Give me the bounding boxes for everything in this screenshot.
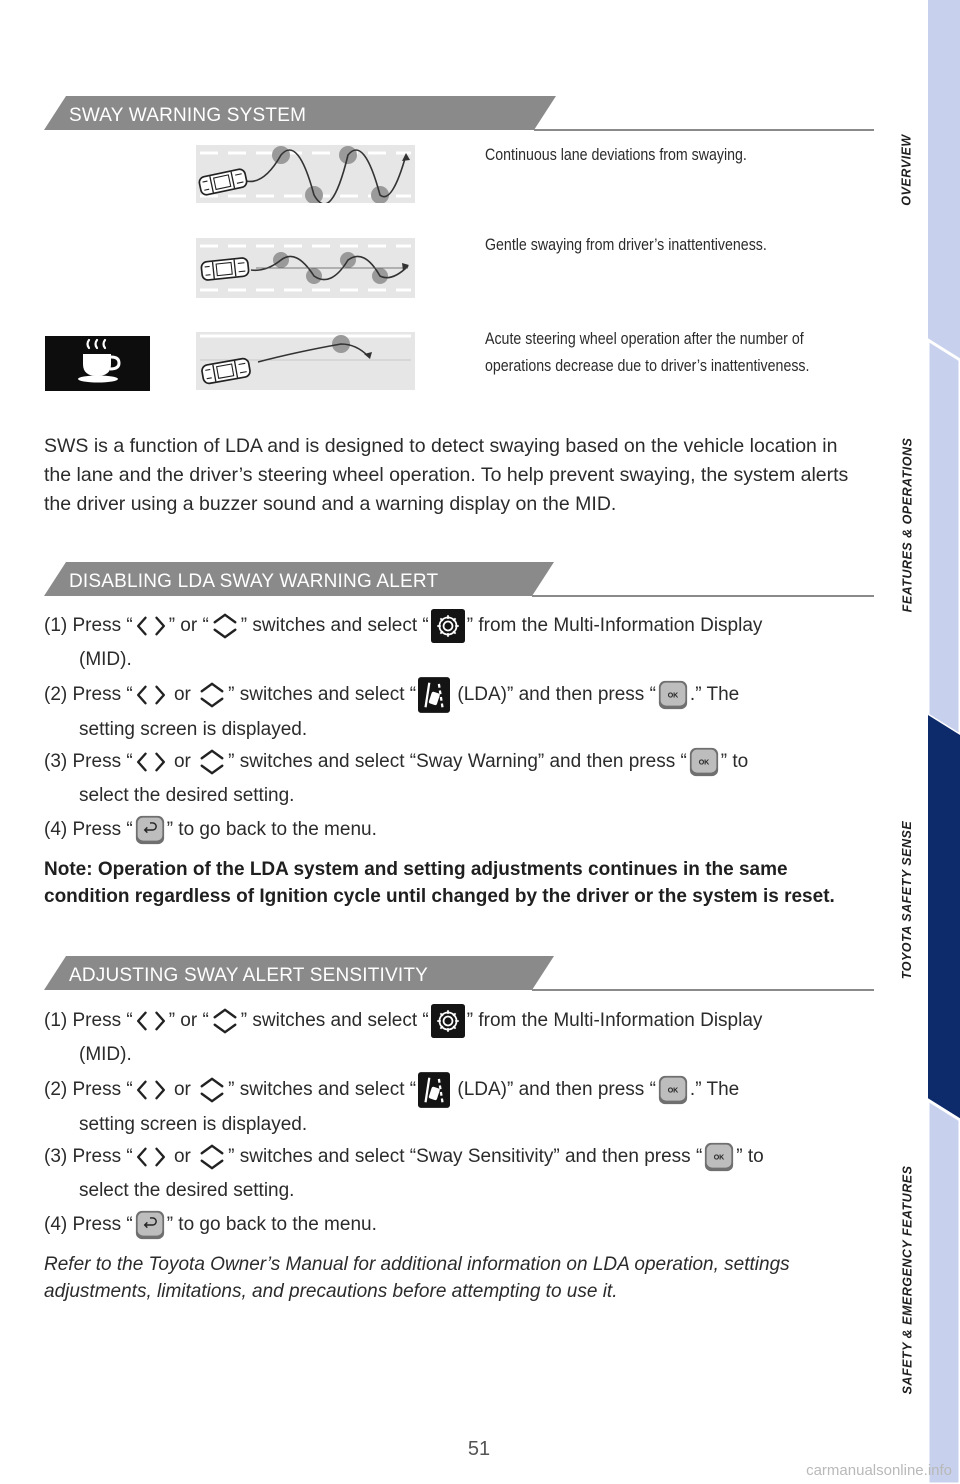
step-4: (4) Press “ ” to go back to the menu. <box>44 813 884 847</box>
section-title: DISABLING LDA SWAY WARNING ALERT <box>69 571 439 592</box>
step-3: (3) Press “ or ” switches and select “Sway Sensitivity” and then press “ ” to select the desired setting. <box>44 1140 884 1208</box>
step-2: (2) Press “ or ” switches and select “ (LDA)” and then press “ .” The setting screen is displayed. <box>44 1072 884 1142</box>
step-3: (3) Press “ or ” switches and select “Sway Warning” and then press “ ” to select the desired setting. <box>44 745 884 813</box>
up-down-arrows-icon <box>198 748 226 776</box>
up-down-arrows-icon <box>211 1007 239 1035</box>
lane-departure-alert-icon <box>418 1072 450 1108</box>
figure-caption: Acute steering wheel operation after the number of operations decrease due to driver’s inattentiveness. <box>485 330 810 375</box>
left-right-arrows-icon <box>135 751 167 773</box>
figure-caption: Gentle swaying from driver’s inattentiveness. <box>485 236 767 254</box>
side-tabs <box>928 0 960 1484</box>
ok-button-icon <box>689 747 719 777</box>
sway-figure-acute <box>196 332 415 390</box>
left-right-arrows-icon <box>135 1146 167 1168</box>
left-right-arrows-icon <box>135 684 167 706</box>
sway-figure-continuous <box>196 145 415 203</box>
up-down-arrows-icon <box>198 1143 226 1171</box>
left-right-arrows-icon <box>135 1010 167 1032</box>
section-title: SWAY WARNING SYSTEM <box>69 105 307 126</box>
figure-caption: Continuous lane deviations from swaying. <box>485 146 747 164</box>
side-tab-features-operations[interactable]: FEATURES & OPERATIONS <box>900 437 915 613</box>
section-banner-sway-warning <box>44 96 874 132</box>
side-tab-safety-emergency-features[interactable]: SAFETY & EMERGENCY FEATURES <box>900 1165 914 1395</box>
ok-button-icon <box>704 1142 734 1172</box>
sws-description: SWS is a function of LDA and is designed to detect swaying based on the vehicle location in the lane and the driver’s steering wheel operation. To help prevent swaying, the system alerts the driver using a buzzer sound and a warning display on the MID. <box>44 435 849 515</box>
gear-icon <box>431 609 465 643</box>
up-down-arrows-icon <box>211 612 239 640</box>
left-right-arrows-icon <box>135 1079 167 1101</box>
left-right-arrows-icon <box>135 615 167 637</box>
lane-departure-alert-icon <box>418 677 450 713</box>
up-down-arrows-icon <box>198 681 226 709</box>
step-1: (1) Press “ ” or “ ” switches and select “ ” from the Multi-Information Display (MID). <box>44 609 884 677</box>
side-tab-toyota-safety-sense[interactable]: TOYOTA SAFETY SENSE <box>900 820 914 980</box>
note-operation: Note: Operation of the LDA system and setting adjustments continues in the same condition regardless of Ignition cycle until changed by the driver or the system is reset. <box>44 859 835 907</box>
step-2: (2) Press “ or ” switches and select “ (LDA)” and then press “ .” The setting screen is displayed. <box>44 677 884 747</box>
step-4: (4) Press “ ” to go back to the menu. <box>44 1208 884 1242</box>
back-button-icon <box>135 1210 165 1240</box>
sway-figure-gentle <box>196 238 415 298</box>
back-button-icon <box>135 815 165 845</box>
section-banner-adjusting <box>44 956 874 992</box>
section-banner-disabling <box>44 562 874 598</box>
watermark: carmanualsonline.info <box>806 1462 952 1479</box>
ok-button-icon <box>658 680 688 710</box>
owners-manual-reference: Refer to the Toyota Owner’s Manual for additional information on LDA operation, settings adjustments, limitations, and precautions before attempting to use it. <box>44 1254 790 1302</box>
up-down-arrows-icon <box>198 1076 226 1104</box>
step-1: (1) Press “ ” or “ ” switches and select “ ” from the Multi-Information Display (MID). <box>44 1004 884 1072</box>
section-title: ADJUSTING SWAY ALERT SENSITIVITY <box>69 965 429 986</box>
ok-button-icon <box>658 1075 688 1105</box>
side-tab-overview[interactable]: OVERVIEW <box>900 134 914 206</box>
coffee-cup-icon <box>45 336 150 391</box>
gear-icon <box>431 1004 465 1038</box>
page-number: 51 <box>467 1438 491 1460</box>
